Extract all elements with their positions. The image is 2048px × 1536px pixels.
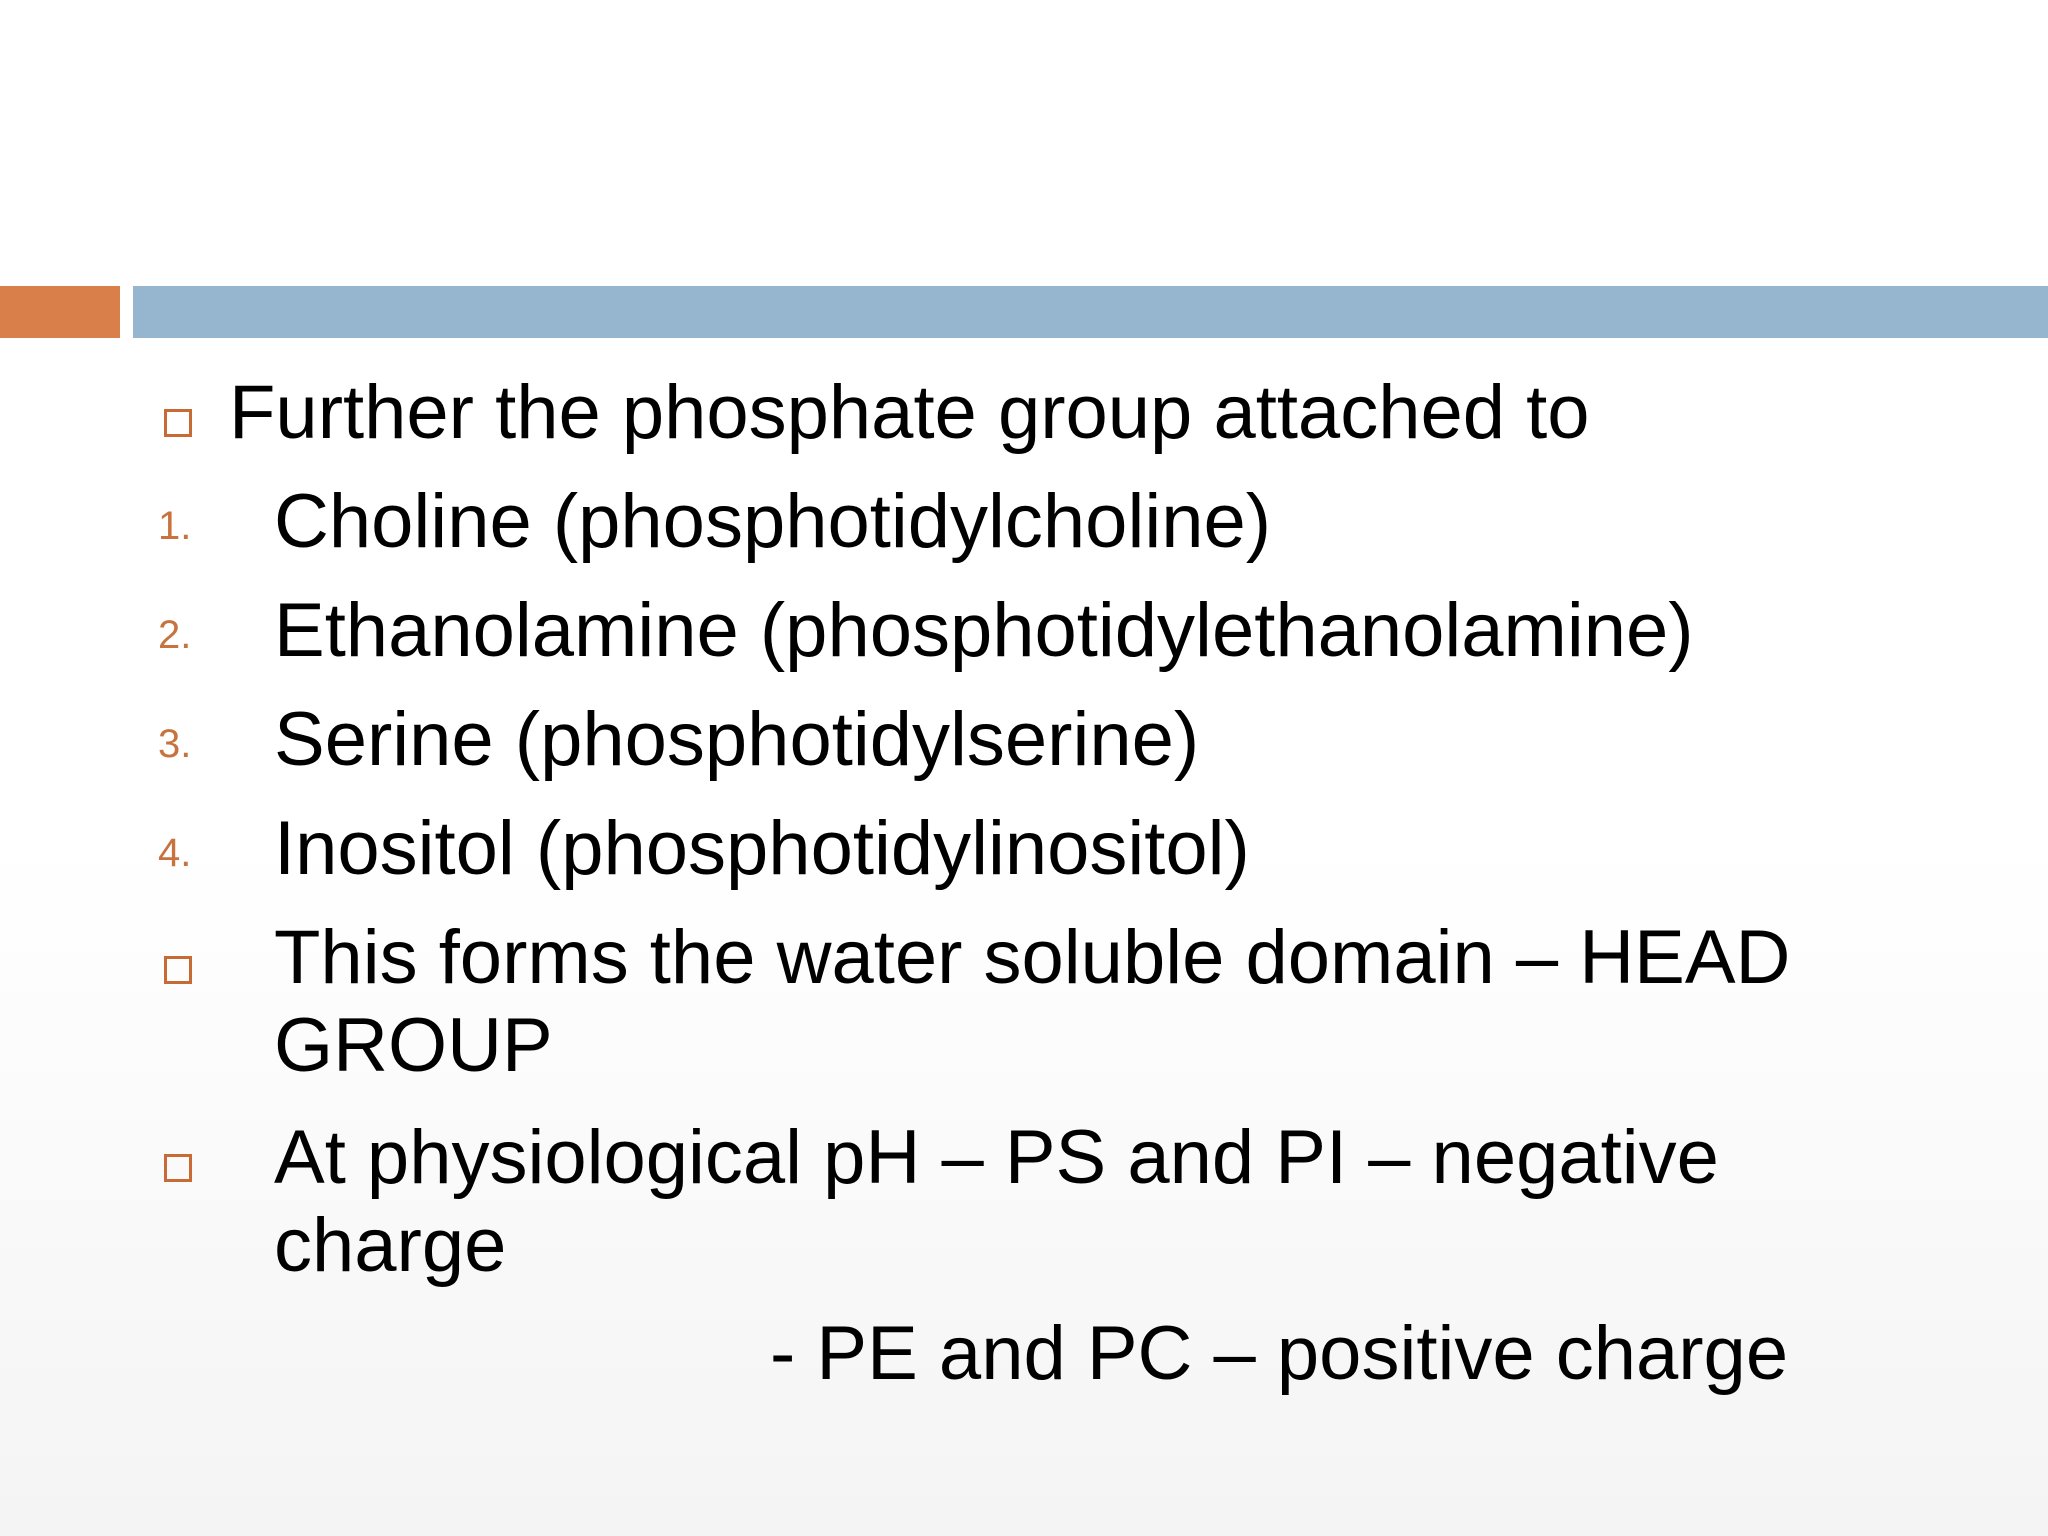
square-bullet-icon: [164, 1154, 192, 1182]
item-text: Inositol (phosphotidylinositol): [274, 806, 1250, 891]
bullet-text-line2: GROUP: [274, 1003, 553, 1088]
item-text: Serine (phosphotidylserine): [274, 697, 1200, 782]
bullet-text-line2: charge: [274, 1203, 507, 1288]
bullet-text-line1: At physiological pH – PS and PI – negative: [274, 1115, 1719, 1200]
item-number: 2.: [158, 613, 192, 657]
continuation-text: - PE and PC – positive charge: [770, 1311, 1789, 1396]
item-number: 4.: [158, 831, 192, 875]
item-number: 3.: [158, 722, 192, 766]
square-bullet-icon: [164, 409, 192, 437]
square-bullet-icon: [164, 956, 192, 984]
item-text: Choline (phosphotidylcholine): [274, 479, 1272, 564]
bullet-text-line1: This forms the water soluble domain – HEAD: [274, 915, 1791, 1000]
bullet-text: Further the phosphate group attached to: [229, 370, 1590, 455]
item-number: 1.: [158, 504, 192, 548]
item-text: Ethanolamine (phosphotidylethanolamine): [274, 588, 1694, 673]
